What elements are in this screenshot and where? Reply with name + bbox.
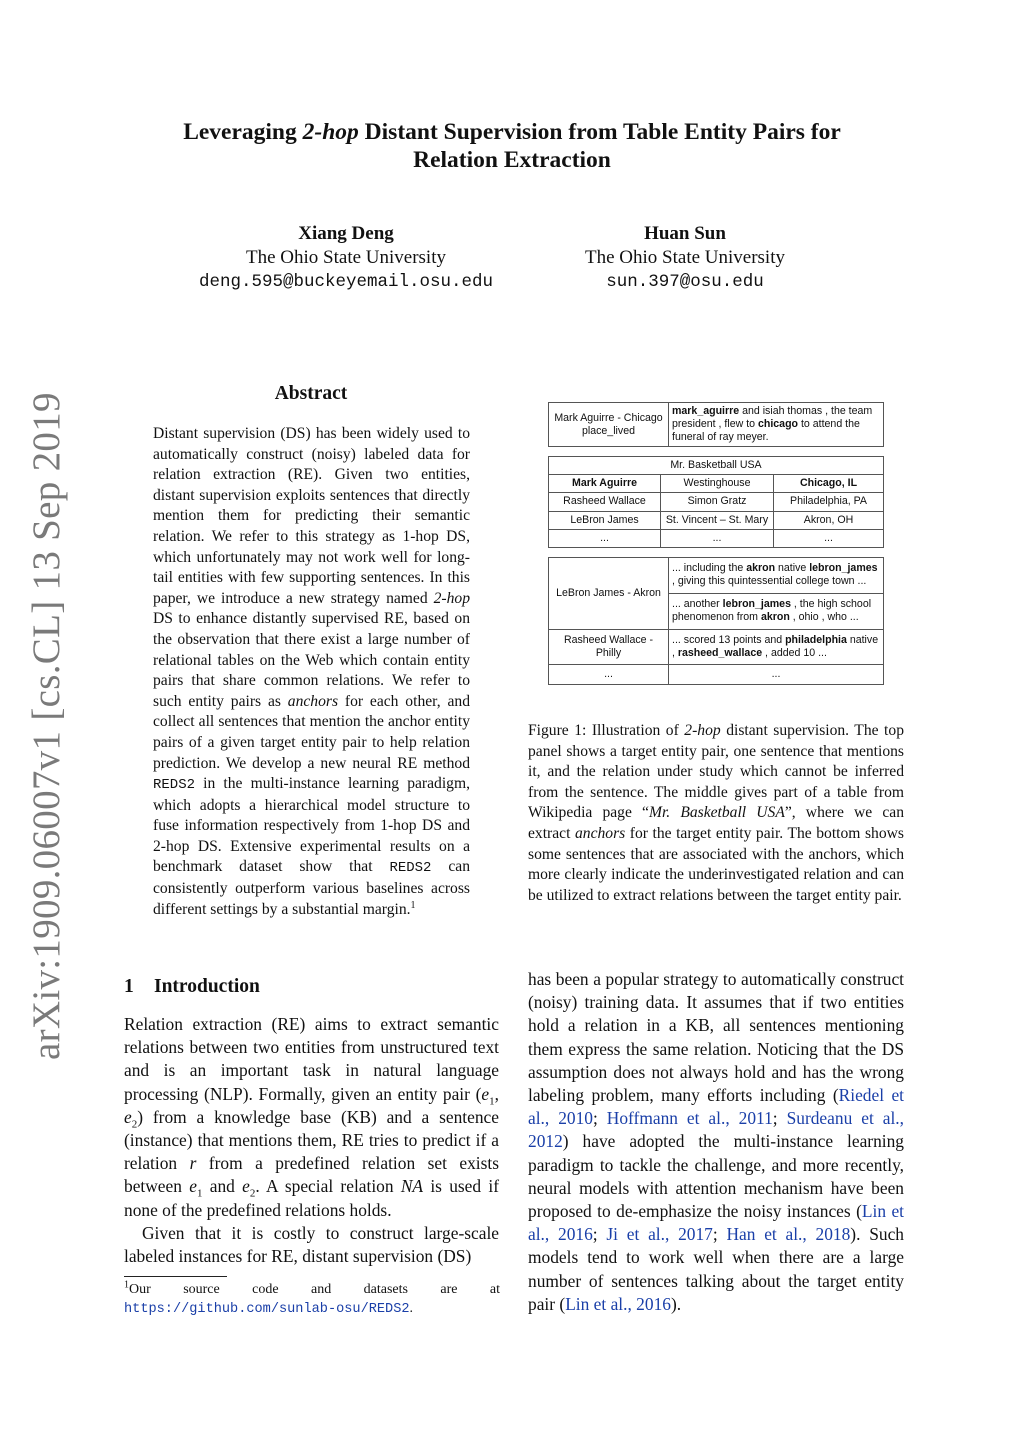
paragraph: Relation extraction (RE) aims to extract semantic relations between two entities from unstructured text and is an important task in natural language processing (NLP). Formally, given an entity pair ($e_1$, $e_2$) from a knowledge base (KB) and a sentence (instance) that mentions them, RE tries to predict if a relation r from a predefined relation set exists between $e_1$ and $e_2$. A special relation NA is used if none of the predefined relations holds.: [124, 1014, 499, 1220]
target-entity-pair: Mark Aguirre - Chicago place_lived: [549, 403, 669, 447]
citation-link[interactable]: Ji et al., 2017: [606, 1224, 713, 1245]
figure-anchor-sentences: LeBron James - Akron ... including the akron native lebron_james , giving this quintessential college town ... ... another lebron_james , the high school phenomenon from akron , ohio , who ... Rasheed Wallace - Philly ... scored 13 points and philadelphia native , rasheed_wallace , added 10 ... ... ...: [548, 557, 884, 685]
table-row: ... ... ...: [549, 529, 884, 547]
author-affiliation: The Ohio State University: [246, 247, 446, 268]
abstract-heading: Abstract: [274, 383, 348, 404]
anchor-pair: Rasheed Wallace - Philly: [549, 629, 669, 665]
table-caption: Mr. Basketball USA: [549, 457, 884, 475]
author-name: Xiang Deng: [298, 223, 394, 244]
anchor-sentence: ... another lebron_james , the high school phenomenon from akron , ohio , who ...: [669, 593, 884, 629]
paper-title: Leveraging 2-hop Distant Supervision from Table Entity Pairs for Relation Extraction: [183, 119, 841, 173]
footnote: $^1$Our source code and datasets are at https://github.com/sunlab-osu/REDS2.: [124, 1279, 500, 1317]
author-email: sun.397@osu.edu: [606, 272, 764, 292]
citation-link[interactable]: Riedel et al., 2010: [528, 1085, 905, 1129]
figure-top-panel: [548, 402, 884, 447]
citation-link[interactable]: Lin et al., 2016: [528, 1201, 904, 1245]
anchor-sentence: ... including the akron native lebron_james , giving this quintessential college town ...: [669, 558, 884, 594]
footnote-marker: 1: [410, 899, 416, 911]
table-row: Rasheed Wallace Simon Gratz Philadelphia, PA: [549, 493, 884, 511]
source-code-link[interactable]: https://github.com/sunlab-osu/REDS2: [124, 1301, 410, 1317]
abstract-text: Distant supervision (DS) has been widely used to automatically construct (noisy) labeled data for relation extraction (RE). Given two entities, distant supervision exploits sentences that directly mention them for predicting their semantic relation. We refer to this strategy as 1-hop DS, which unfortunately may not work well for long-tail entities with few supporting sentences. In this paper, we introduce a new strategy named 2-hop DS to enhance distantly supervised RE, based on the observation that there exist a large number of relational tables on the Web which contain entity pairs that share common relations. We refer to such entity pairs as anchors for each other, and collect all sentences that mention the anchor entity pairs of a given target entity pair to help relation prediction. We develop a new neural RE method REDS2 in the multi-instance learning paradigm, which adopts a hierarchical model structure to fuse information respectively from 1-hop DS and 2-hop DS. Extensive experimental results on a benchmark dataset show that REDS2 can consistently outperform various baselines across different settings by a substantial margin.$^1$: [153, 425, 471, 918]
intro-left-column: [124, 1013, 499, 1268]
author-block-1: [160, 222, 532, 294]
figure-wiki-table: [548, 456, 884, 548]
paragraph: Given that it is costly to construct large-scale labeled instances for RE, distant supervision (DS): [124, 1222, 499, 1267]
footnote-divider: [124, 1276, 227, 1277]
table-row: Mark Aguirre Westinghouse Chicago, IL: [549, 475, 884, 493]
anchor-pair: LeBron James - Akron: [549, 558, 669, 630]
target-sentence: mark_aguirre and isiah thomas , the team president , flew to chicago to attend the funeral of ray meyer.: [669, 403, 884, 447]
arxiv-identifier: arXiv:1909.06007v1 [cs.CL] 13 Sep 2019: [25, 392, 68, 1060]
anchor-sentence: ... scored 13 points and philadelphia native , rasheed_wallace , added 10 ...: [669, 629, 884, 665]
section-heading-introduction: 1 Introduction: [124, 976, 260, 997]
citation-link[interactable]: Lin et al., 2016: [565, 1293, 671, 1314]
author-block-2: [555, 222, 815, 294]
table-row: LeBron James St. Vincent – St. Mary Akron, OH: [549, 511, 884, 529]
author-name: Huan Sun: [644, 223, 726, 244]
author-affiliation: The Ohio State University: [585, 247, 785, 268]
intro-right-column: has been a popular strategy to automatically construct (noisy) training data. It assumes that if two entities hold a relation in a KB, all sentences mentioning them express the same relation. Noticing that the DS assumption does not always hold and has the wrong labeling problem, many efforts including (Riedel et al., 2010; Hoffmann et al., 2011; Surdeanu et al., 2012) have adopted the multi-instance learning paradigm to tackle the challenge, and more recently, neural models with attention mechanism have been proposed to de-emphasize the noisy instances (Lin et al., 2016; Ji et al., 2017; Han et al., 2018). Such models tend to work well when there are a large number of sentences talking about the target entity pair (Lin et al., 2016).: [528, 969, 905, 1314]
citation-link[interactable]: Han et al., 2018: [726, 1224, 851, 1245]
citation-link[interactable]: Hoffmann et al., 2011: [606, 1108, 773, 1129]
author-email: deng.595@buckeyemail.osu.edu: [198, 272, 494, 292]
figure-caption: Figure 1: Illustration of 2-hop distant supervision. The top panel shows a target entity pair, one sentence that mentions it, and the relation under study which cannot be inferred from the sentence. The middle gives part of a table from Wikipedia page “Mr. Basketball USA”, where we can extract anchors for the target entity pair. The bottom shows some sentences that are associated with the anchors, which more clearly indicate the underinvestigated relation and can be utilized to extract relations between the target entity pair.: [528, 722, 904, 904]
citation-link[interactable]: Surdeanu et al., 2012: [528, 1108, 904, 1152]
